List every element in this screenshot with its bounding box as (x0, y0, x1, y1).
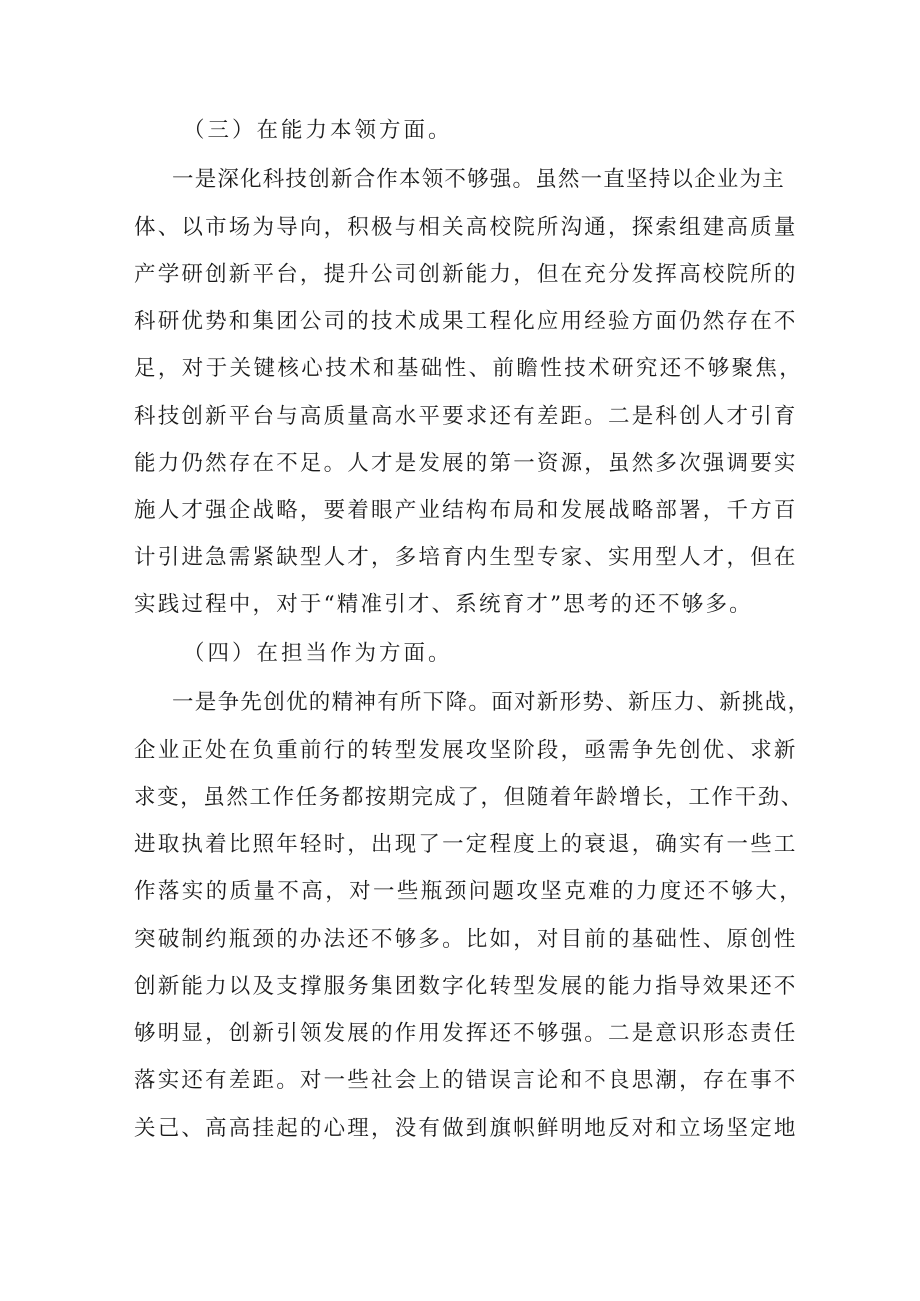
paragraph-line: 进取执着比照年轻时，出现了一定程度上的衰退，确实有一些工 (134, 832, 798, 857)
paragraph-line: 实践过程中，对于“精准引才、系统育才”思考的还不够多。 (134, 592, 753, 617)
paragraph-line: 落实还有差距。对一些社会上的错误言论和不良思潮，存在事不 (134, 1068, 798, 1093)
paragraph-line: 施人才强企战略，要着眼产业结构布局和发展战略部署，千方百 (134, 498, 798, 523)
paragraph-line: 求变，虽然工作任务都按期完成了，但随着年龄增长，工作干劲、 (134, 785, 804, 810)
paragraph-line: 企业正处在负重前行的转型发展攻坚阶段，亟需争先创优、求新 (134, 738, 798, 763)
paragraph-line: 科研优势和集团公司的技术成果工程化应用经验方面仍然存在不 (134, 309, 798, 334)
paragraph-line: 一是争先创优的精神有所下降。面对新形势、新压力、新挑战， (172, 690, 811, 715)
paragraph-line: 突破制约瓶颈的办法还不够多。比如，对目前的基础性、原创性 (134, 927, 798, 952)
paragraph-line: 体、以市场为导向，积极与相关高校院所沟通，探索组建高质量 (134, 215, 798, 240)
paragraph-line: 科技创新平台与高质量高水平要求还有差距。二是科创人才引育 (134, 404, 798, 429)
paragraph-line: 计引进急需紧缺型人才，多培育内生型专家、实用型人才，但在 (134, 545, 798, 570)
paragraph-line: 一是深化科技创新合作本领不够强。虽然一直坚持以企业为主 (172, 167, 785, 192)
paragraph-line: 创新能力以及支撑服务集团数字化转型发展的能力指导效果还不 (134, 974, 798, 999)
paragraph-line: 足，对于关键核心技术和基础性、前瞻性技术研究还不够聚焦， (134, 356, 804, 381)
paragraph-line: 产学研创新平台，提升公司创新能力，但在充分发挥高校院所的 (134, 262, 798, 287)
section-heading-3: （三）在能力本领方面。 (183, 118, 453, 143)
paragraph-line: 能力仍然存在不足。人才是发展的第一资源，虽然多次强调要实 (134, 451, 798, 476)
section-heading-4: （四）在担当作为方面。 (183, 641, 453, 666)
paragraph-line: 作落实的质量不高，对一些瓶颈问题攻坚克难的力度还不够大， (134, 879, 804, 904)
paragraph-line: 够明显，创新引领发展的作用发挥还不够强。二是意识形态责任 (134, 1021, 798, 1046)
paragraph-line: 关己、高高挂起的心理，没有做到旗帜鲜明地反对和立场坚定地 (134, 1116, 798, 1141)
